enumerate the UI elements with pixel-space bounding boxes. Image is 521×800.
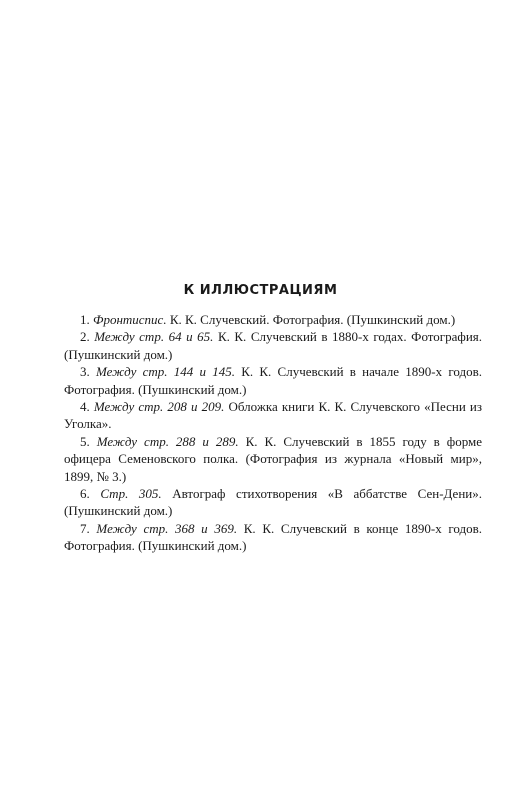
- list-item: [64, 398, 482, 433]
- entry-location: Между стр. 64 и 65.: [94, 329, 214, 345]
- list-item: [64, 485, 482, 520]
- entry-description: Автограф стихотворения «В аббатстве Сен-Дени». (Пушкинский дом.): [64, 486, 482, 519]
- section-heading: К ИЛЛЮСТРАЦИЯМ: [183, 283, 338, 298]
- entry-location: Между стр. 368 и 369.: [96, 520, 238, 536]
- entry-description: К. К. Случевский в начале 1890-х годов. Фотография. (Пушкинский дом.): [64, 364, 483, 397]
- entry-location: Между стр. 288 и 289.: [96, 433, 239, 449]
- list-item: [64, 328, 482, 363]
- entry-location: Стр. 305.: [100, 486, 162, 502]
- list-item: [64, 363, 482, 398]
- list-item: [64, 433, 482, 485]
- entry-location: Между стр. 144 и 145.: [96, 364, 235, 380]
- entry-number: 3.: [80, 364, 90, 380]
- entry-number: 5.: [80, 433, 90, 449]
- entry-description: К. К. Случевский в 1855 году в форме офицера Семеновского полка. (Фотография из журнала «Новый мир», 1899, № 3.): [64, 433, 482, 484]
- entry-number: 2.: [80, 329, 90, 345]
- entry-location: Фронтиспис.: [93, 312, 167, 327]
- entry-number: 4.: [80, 399, 90, 415]
- entry-description: К. К. Случевский. Фотография. (Пушкинский дом.): [169, 312, 456, 327]
- list-item: [64, 311, 482, 328]
- entry-description: Обложка книги К. К. Случевского «Песни из Уголка».: [64, 399, 483, 432]
- entry-description: К. К. Случевский в 1880-х годах. Фотография. (Пушкинский дом.): [64, 329, 483, 362]
- list-item: [64, 520, 482, 555]
- entry-number: 6.: [80, 486, 90, 502]
- entry-number: 7.: [80, 520, 90, 536]
- illustrations-list: [64, 311, 482, 555]
- entry-number: 1.: [80, 312, 90, 327]
- entry-location: Между стр. 208 и 209.: [93, 399, 225, 415]
- entry-description: К. К. Случевский в конце 1890-х годов. Фотография. (Пушкинский дом.): [64, 520, 483, 554]
